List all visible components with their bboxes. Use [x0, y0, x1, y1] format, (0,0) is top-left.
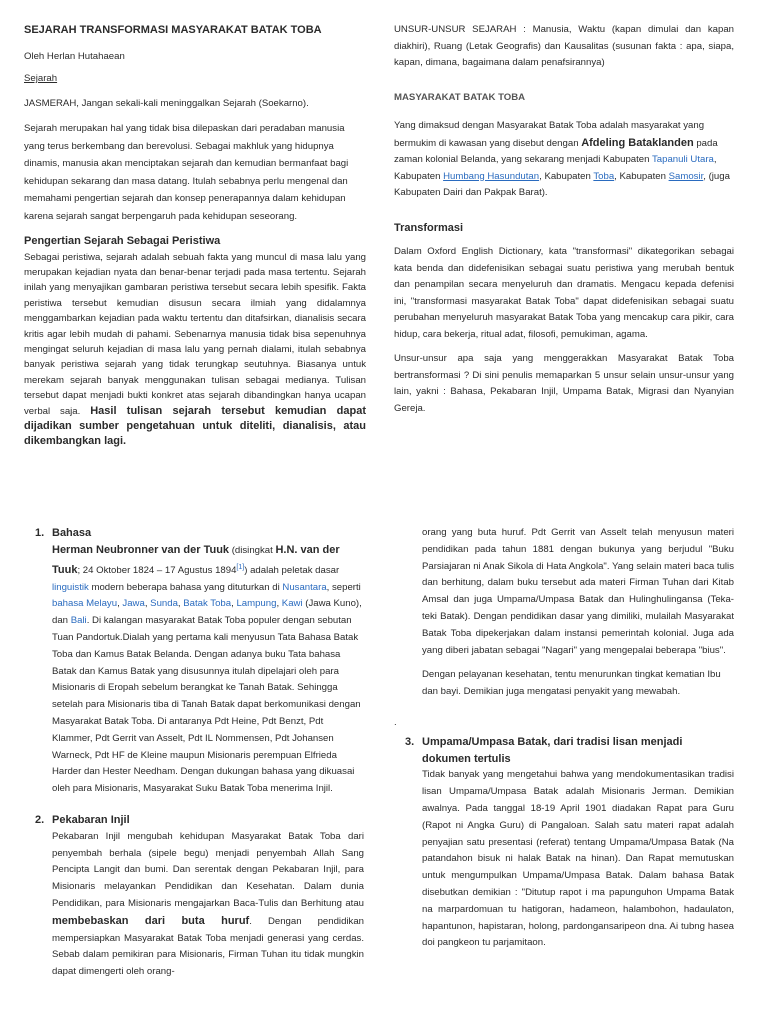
bahasa-text-4: modern beberapa bahasa yang dituturkan di [88, 581, 283, 593]
masyarakat-text-3: , Kabupaten [394, 154, 717, 182]
link-bali[interactable]: Bali [70, 615, 87, 627]
injil-emphasis: membebaskan dari buta huruf [52, 914, 250, 927]
quote: JASMERAH, Jangan sekali-kali meninggalkan Sejarah (Soekarno). [24, 97, 309, 109]
injil-text-2: . Dengan pendidikan mempersiapkan Masyarakat Batak Toba menjadi generasi yang cerdas. Sebab dalam pemikiran para Misionaris, Firman Tuhan itu tidak mungkin dapat dimengerti oleh orang- [52, 915, 365, 978]
link-bahasa-melayu[interactable]: bahasa Melayu [52, 598, 118, 610]
link-nusantara[interactable]: Nusantara [282, 581, 327, 593]
transformasi-heading: Transformasi [394, 221, 464, 234]
bahasa-paragraph: Herman Neubronner van der Tuuk (disingkat H.N. van der Tuuk; 24 Oktober 1824 – 17 Agustus 1894[1]) adalah peletak dasar linguistik modern beberapa bahasa yang dituturkan di Nusantara, seperti bahasa Melayu, Jawa, Sunda, Batak Toba, Lampung, Kawi (Jawa Kuno), dan Bali. Di kalangan masyarakat Batak Toba populer dengan sebutan Tuan Pandortuk.Dialah yang pertama kali menyusun Tata Bahasa Batak Toba dan Kamus Batak Belanda. Dengan adanya buku Tata bahasa Batak dan Kamus Batak yang disusunnya itulah dipelajari oleh para Misionaris di Eropah sebelum berangkat ke Tanah Batak. Sehingga setelah para Misionaris tiba di Tanah Batak dapat berkomunikasi dengan Masyarakat Batak Toba. Di antaranya Pdt Heine, Pdt Benzt, Pdt Klammer, Pdt Gerrit van Asselt, Pdt IL Nommensen, Pdt Johansen Warneck, Pdt HF de Kleine maupun Misionaris perempuan Elfrieda Harder dan Hester Needham. Dengan dukungan bahasa yang dikuasai oleh para Misionaris, Masyarakat Suku Batak Toba menerima Injil. [52, 543, 362, 795]
link-samosir[interactable]: Samosir [668, 170, 704, 182]
top-right-column [394, 22, 734, 417]
injil-paragraph [52, 829, 364, 981]
section-bahasa [35, 525, 364, 798]
name-van-der-tuuk: Herman Neubronner van der Tuuk [52, 543, 230, 556]
section-number: 1. [35, 527, 45, 539]
link-jawa[interactable]: Jawa [122, 598, 145, 610]
footnote-link[interactable]: [1] [236, 563, 245, 571]
author-line: Oleh Herlan Hutahaean [24, 50, 125, 62]
transformasi-paragraph-2: Unsur-unsur apa saja yang menggerakkan Masyarakat Batak Toba bertransformasi ? Di sini penulis memaparkan 5 unsur selain unsur-unsur yang lain, yakni : Bahasa, Pekabaran Injil, Umpama Batak, Migrasi dan Nyanyian Gereja. [394, 353, 734, 414]
link-sunda[interactable]: Sunda [150, 598, 178, 610]
masyarakat-text-6: , (juga Kabupaten Dairi dan Pakpak Barat). [394, 170, 730, 198]
masyarakat-paragraph [394, 118, 734, 202]
definition-text: Sebagai peristiwa, sejarah adalah sebuah fakta yang muncul di masa lalu yang merupakan kejadian nyata dan benar-benar terjadi pada masa tertentu. Sejarah inilah yang menyajikan gambaran peristiwa tersebut secara lebih spesifik. Fakta peristiwa tersebut kemudian disusun secara ilmiah yang didalamnya menggambarkan kejadian pada waktu tertentu dan ditafsirkan, dianalisis secara kritis agar lebih mudah di pahami. Sebenarnya manusia tidak bisa sepenuhnya mengingat seluruh kejadian di masa lalu yang pernah dialami, itulah sebabnya banyak peristiwa sejarah yang tidak terungkap seutuhnya. Biasanya untuk merekam sejarah banyak menggunakan tulisan sebagai medianya. Tulisan tersebut dapat menjadi bukti konkret atas sejarah dibandingkan hanya ucapan verbal saja. [24, 251, 366, 417]
bottom-right-column [394, 525, 734, 952]
section-number: 2. [35, 813, 45, 826]
section-title-injil: Pekabaran Injil [52, 813, 130, 826]
definition-heading: Pengertian Sejarah Sebagai Peristiwa [24, 235, 221, 247]
injil-text-1: Pekabaran Injil mengubah kehidupan Masyarakat Batak Toba dari penyembah berhala (sipele begu) menjadi penyembah Allah Sang Pencipta Langit dan bumi. Dan serentak dengan Pekabaran Injil, para Misionaris melayankan Pendidikan dan Kesehatan. Dalam dunia Pendidikan, para Misionaris mengajarkan Baca-Tulis dan Berhitung atau [52, 830, 364, 909]
section-umpama [405, 734, 734, 952]
link-tapanuli-utara[interactable]: Tapanuli Utara [651, 154, 714, 165]
intro-paragraph: Sejarah merupakan hal yang tidak bisa dilepaskan dari peradaban manusia yang terus berkembang dan berevolusi. Sebagai makhluk yang hidupnya dinamis, manusia akan menciptakan sejarah dan kemudian bermanfaat bagi kehidupan sekarang dan masa datang. Itulah sebabnya perlu mengenal dan memahami pengertian sejarah dan konsep penerapannya dalam kehidupan karena sejarah sangat berpengaruh pada kehidupan seseorang. [24, 123, 349, 222]
section-label: Sejarah [24, 73, 58, 84]
bahasa-text-7: . Di kalangan masyarakat Batak Toba populer dengan sebutan Tuan Pandortuk.Dialah yang pertama kali menyusun Tata Bahasa Batak Toba dan Kamus Batak Belanda. Dengan adanya buku Tata bahasa Batak dan Kamus Batak yang disusunnya itulah dipelajari oleh para Misionaris di Eropah sebelum berangkat ke Tanah Batak. Sehingga setelah para Misionaris tiba di Tanah Batak dapat berkomunikasi dengan Masyarakat Batak Toba. Di antaranya Pdt Heine, Pdt Benzt, Pdt Klammer, Pdt Gerrit van Asselt, Pdt IL Nommensen, Pdt Johansen Warneck, Pdt HF de Kleine maupun Misionaris perempuan Elfrieda Harder dan Hester Needham. Dengan dukungan bahasa yang dikuasai oleh para Misionaris, Masyarakat Suku Batak Toba menerima Injil. [52, 615, 361, 795]
link-toba[interactable]: Toba [593, 170, 615, 182]
bahasa-text-5: , seperti [326, 581, 361, 593]
bahasa-text-1: (disingkat [229, 544, 276, 556]
masyarakat-text-5: , Kabupaten [614, 170, 666, 182]
top-left-column [24, 22, 366, 450]
bottom-left-column [35, 525, 365, 981]
masyarakat-text-2: pada zaman kolonial Belanda, yang sekarang menjadi Kabupaten [394, 137, 718, 165]
link-kawi[interactable]: Kawi [281, 598, 303, 610]
stray-dot: . [394, 716, 397, 728]
afdeling-bataklanden: Afdeling Bataklanden [581, 136, 694, 149]
link-lampung[interactable]: Lampung [236, 598, 277, 610]
unsur-sejarah: UNSUR-UNSUR SEJARAH : Manusia, Waktu (kapan dimulai dan kapan diakhiri), Ruang (Letak Geografis) dan Kausalitas (susunan fakta : apa, siapa, kapan, dimana, bagaimana dalam penafsirannya) [394, 24, 734, 68]
masyarakat-text-1: Yang dimaksud dengan Masyarakat Batak Toba adalah masyarakat yang bermukim di kawasan yang disebut dengan [394, 120, 705, 149]
definition-body [24, 250, 366, 450]
continued-paragraph-1: orang yang buta huruf. Pdt Gerrit van Asselt telah menyusun materi pendidikan pada tahun 1881 dengan bukunya yang berjudul "Buku Parsiajaran ni Anak Sikola di Hata Angkola". Yang selain materi baca tulis dan berhitung, dalam buku tersebut ada materi Firman Tuhan dari Kitab Amsal dan juga Umpama/Umpasa Batak dan Hulinghulingansa (Teka-teki Batak). Dengan pendidikan dasar yang dimiliki, mulailah Masyarakat Batak Toba dipekerjakan dalam instansi pemerintah kolonial. Juga ada yang diberi jabatan sebagai "Nagari" yang mengepalai beberapa "bius". [422, 527, 734, 656]
continued-paragraph-2: Dengan pelayanan kesehatan, tentu menurunkan tingkat kematian Ibu dan bayi. Demikian juga mengatasi penyakit yang mewabah. [422, 669, 721, 698]
definition-emphasis: Hasil tulisan sejarah tersebut kemudian dapat dijadikan sumber pengetahuan untuk diteliti, dianalisis, atau dikembangkan lagi. [24, 404, 366, 448]
bahasa-text-3: ) adalah peletak dasar [244, 564, 340, 576]
link-batak-toba[interactable]: Batak Toba [183, 598, 232, 610]
link-humbang-hasundutan[interactable]: Humbang Hasundutan [443, 170, 540, 182]
transformasi-paragraph-1: Dalam Oxford English Dictionary, kata "transformasi" dikategorikan sebagai kata benda dan didefenisikan sebagai suatu peristiwa yang merubah bentuk dan penampilan secara menyeluruh dan dramatis. Mengacu kepada defenisi ini, "transformasi masyarakat Batak Toba" dapat didefenisikan sebagai suatu perubahan menyeluruh masyarakat Batak Toba yang mencakup cara pikir, cara hidup, cara bekerja, ritual adat, filosofi, pemukiman, agama. [394, 246, 734, 340]
bahasa-text-2: ; 24 Oktober 1824 – 17 Agustus 1894 [77, 564, 237, 576]
masyarakat-text-4: , Kabupaten [539, 170, 591, 182]
bahasa-text-6: (Jawa Kuno), dan [52, 598, 362, 627]
section-title-bahasa: Bahasa [52, 527, 92, 539]
page-title: SEJARAH TRANSFORMASI MASYARAKAT BATAK TOBA [24, 24, 322, 36]
name-short: H.N. van der Tuuk [52, 543, 340, 576]
link-linguistik[interactable]: linguistik [52, 581, 89, 593]
section-pekabaran-injil [35, 812, 365, 981]
masyarakat-heading: MASYARAKAT BATAK TOBA [394, 91, 526, 103]
umpama-paragraph: Tidak banyak yang mengetahui bahwa yang mendokumentasikan tradisi lisan Umpama/Umpasa Batak adalah Misionaris Jerman. Demikian awalnya. Pada tanggal 18-19 April 1901 diadakan Rapat para Guru (Rapot ni Angka Guru) di Pangaloan. Salah satu materi rapat adalah penyajian satu presentasi (referat) tentang Umpama/Umpasa Batak (Na patandahon bisuk ni halak Batak na hinan). Dan Rapat memutuskan untuk mengumpulkan Umpama/Umpasa Batak. Dalam bahasa Batak disebutkan demikian : "Ditutup rapot i ma papunguhon Umpama Batak na marpardomuan tu hatigoran, hadameon, halambohon, hadaulaton, hapantunon, hapistaran, holong, pardongansaripeon dna. Ai tubng hasea doi pangkeon tu parjamitaon. [422, 769, 734, 949]
section-title-umpama: Umpama/Umpasa Batak, dari tradisi lisan menjadi dokumen tertulis [422, 735, 683, 765]
section-number: 3. [405, 735, 415, 748]
